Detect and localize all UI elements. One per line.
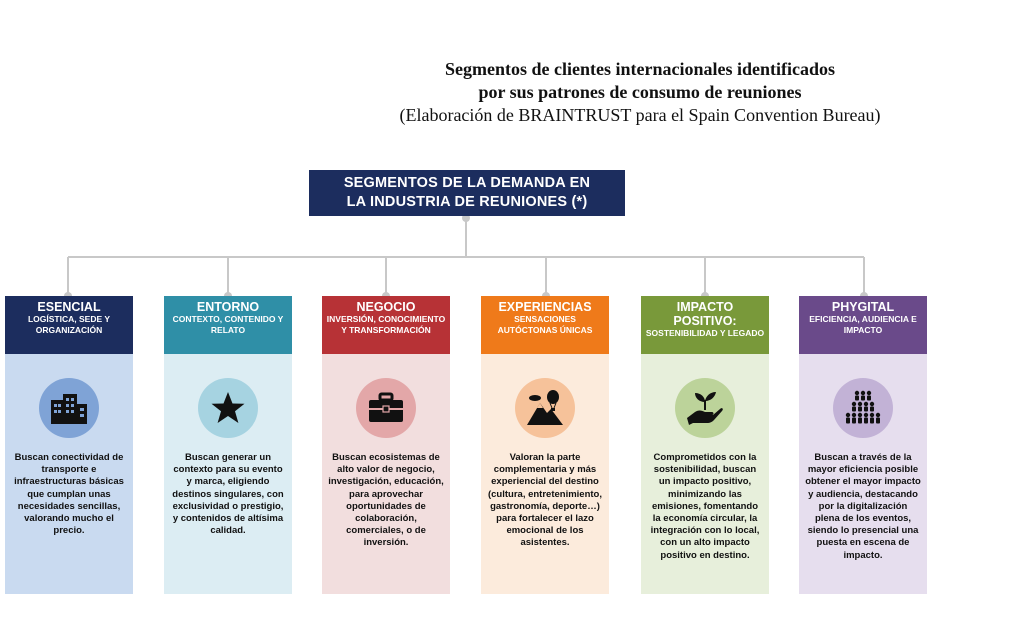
segment-title: PHYGITAL (831, 300, 895, 314)
segment-title: IMPACTO POSITIVO: (673, 300, 737, 328)
segment-title: EXPERIENCIAS (498, 300, 592, 314)
segment-subtitle: EFICIENCIA, AUDIENCIA E IMPACTO (809, 314, 917, 335)
root-line-2: LA INDUSTRIA DE REUNIONES (*) (346, 194, 588, 210)
title-line-3: (Elaboración de BRAINTRUST para el Spain Convention Bureau) (399, 105, 881, 125)
segment-title: ENTORNO (196, 300, 260, 314)
segment-header (5, 296, 133, 354)
segment-header (164, 296, 292, 354)
segment-phygital (799, 296, 927, 594)
balloon-mountain-icon (515, 378, 575, 438)
segment-header (641, 296, 769, 354)
segment-description: Valoran la parte complementaria y más experiencial del destino (cultura, entretenimiento, gastronomía, deporte…) para fortalecer el lazo emocional de los asistentes. (487, 452, 602, 549)
segment-header (481, 296, 609, 354)
segment-description: Buscan a través de la mayor eficiencia posible obtener el mayor impacto y audiencia, destacando por la digitalización plena de los eventos, siendo lo presencial una puesta en escena de impacto. (805, 452, 921, 561)
title-line-1: Segmentos de clientes internacionales identificados (445, 59, 835, 79)
segment-description: Buscan generar un contexto para su evento y marca, eligiendo destinos singulares, con exclusividad o prestigio, y contenidos de altísima calidad. (172, 452, 284, 537)
briefcase-icon (356, 378, 416, 438)
segment-body (322, 354, 450, 594)
segment-title: NEGOCIO (356, 300, 416, 314)
segment-experiencias (481, 296, 609, 594)
segment-header (799, 296, 927, 354)
star-icon (198, 378, 258, 438)
buildings-icon (39, 378, 99, 438)
segment-description: Buscan ecosistemas de alto valor de negocio, investigación, educación, para aprovechar oportunidades de colaboración, comerciales, o de inversión. (328, 452, 444, 549)
segment-subtitle: LOGÍSTICA, SEDE Y ORGANIZACIÓN (27, 314, 111, 335)
segment-subtitle: INVERSIÓN, CONOCIMIENTO Y TRANSFORMACIÓN (326, 314, 446, 335)
segment-impacto-positivo (641, 296, 769, 594)
segment-subtitle: CONTEXTO, CONTENIDO Y RELATO (172, 314, 284, 335)
segment-description: Comprometidos con la sostenibilidad, buscan un impacto positivo, minimizando las emisiones, fomentando la economía circular, la integración con lo local, con un alto impacto positivo en destino. (650, 452, 760, 561)
segment-subtitle: SOSTENIBILIDAD Y LEGADO (645, 328, 765, 338)
segment-description: Buscan conectividad de transporte e infraestructuras básicas que cumplan unas necesidades sencillas, valorando mucho el precio. (14, 452, 124, 537)
segment-entorno (164, 296, 292, 594)
title-line-2: por sus patrones de consumo de reuniones (478, 82, 802, 102)
segment-negocio (322, 296, 450, 594)
segment-subtitle: SENSACIONES AUTÓCTONAS ÚNICAS (497, 314, 593, 335)
segment-body (799, 354, 927, 594)
audience-icon (833, 378, 893, 438)
segment-body (641, 354, 769, 594)
segment-body (5, 354, 133, 594)
segment-body (481, 354, 609, 594)
segment-header (322, 296, 450, 354)
segment-body (164, 354, 292, 594)
segment-esencial (5, 296, 133, 594)
root-node (309, 170, 625, 216)
segment-title: ESENCIAL (37, 300, 101, 314)
root-line-1: SEGMENTOS DE LA DEMANDA EN (343, 175, 591, 191)
hand-plant-icon (675, 378, 735, 438)
